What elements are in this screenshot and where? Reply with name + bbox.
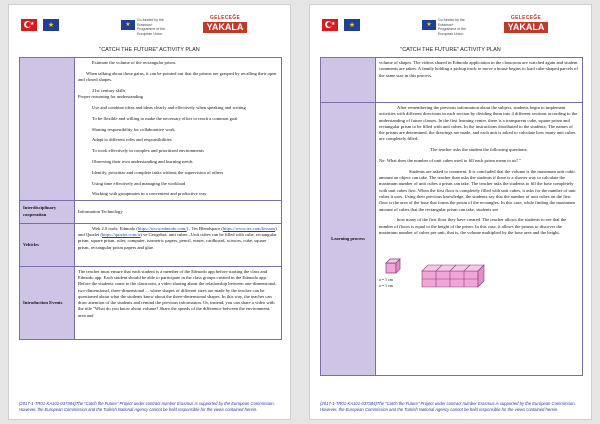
cube-diagram-icon	[382, 241, 487, 291]
label-cell-empty	[321, 58, 376, 103]
paragraph: After remembering the previous information about the subject, students begin to implement activities with different directions in each section by dividing them into 4 different sections according to the understanding of future classes. In the first learning center, there is a transparent cube, square prism and rectangular prism to be filled with unit cubes. In the instructions distributed to the students; The names of the prisms are determined, the drawings are made, and each unit is asked to calculate how many unit cubes are completely filled.	[379, 105, 578, 142]
list-item: Identify, prioritize and complete tasks without the supervision of others	[92, 169, 224, 175]
page-left	[8, 4, 291, 420]
table-row	[321, 58, 583, 103]
project-logo-top: GELECEĞE	[510, 15, 542, 21]
footer-note: (2017-1-TR01-KA101-037384)The "Catch the Future" Project under contract number Erasmus is supported by the European Commission. However, the European Commission and the Turkish National Agency cannot be held responsible for the views contained herein.	[19, 401, 275, 412]
funding-text: Co-funded by the Erasmus+ Programme of the European Union	[137, 18, 166, 36]
funding-text: Co-funded by the Erasmus+ Programme of the European Union	[438, 18, 467, 36]
erasmus-logo	[121, 18, 167, 34]
vehicles-text: Web 2.0 tools: Edmodo (	[92, 225, 138, 231]
list-item: Using time effectively and managing the workload	[92, 180, 186, 186]
introduction-label: Introduction Events	[20, 266, 75, 339]
eu-flag-icon: ★	[344, 19, 360, 31]
project-logo-bottom: YAKALA	[203, 22, 247, 33]
label-cell-empty	[20, 58, 75, 201]
list-item: Proper reasoning for understanding	[78, 94, 143, 100]
header-logos	[310, 15, 591, 39]
activity-plan-table-right	[320, 57, 583, 376]
table-row	[20, 223, 282, 266]
erasmus-logo	[422, 18, 468, 34]
tes-link[interactable]: https://www.tes.com/lessons	[222, 225, 276, 231]
table-row	[20, 200, 282, 223]
list-item: Observing their own understanding and learning needs	[92, 158, 193, 164]
introduction-cell: The teacher must ensure that each student is a member of the Edmodo app before starting the class and Edmodo app. Each student should be able to participate in the class groups created in the Edmodo app. Before the students come to the classroom, a video sharing about the relationship between one-dimensional, two-dimensional, three-dimensional… where shapes of different sizes are made by the teacher can be questioned about what the students know about the three-dimensional shapes. In this way, the teacher can draw attention of the students and remind the previous information. Or, instead, you can share a video with the title "What do you know about volume? Share the speeds of the difference between the environment, area and	[75, 266, 282, 339]
paragraph: Students are asked to comment. It is concluded that the volume is the maximum unit cubic amount an object can take. The teacher than asks the students if there is a shorter way to calculate the maximum number of unit cubes a prism can take. The teacher asks the students to fill the base completely with unit cubes first. When the first floor is completely filled with unit cubes, it asks for the number of unit cubes it uses. Using their previous knowledge, the students say that the number of unit cubes on the first floor is the area of the base that forms the prism of the rectangles. In this case, while finding the maximum amount of cubes that the rectangular prism can take, students see	[379, 168, 576, 212]
project-logo	[504, 15, 548, 37]
doc-title: "CATCH THE FUTURE" ACTIVITY PLAN	[99, 47, 200, 53]
list-item: Estimate the volume of the rectangular prism.	[92, 60, 177, 65]
list-item: Working with groupmates in a convenient and productive way	[92, 191, 207, 197]
paragraph: Ne: What does the number of unit cubes used to fill each prism mean to us? "	[379, 158, 522, 164]
continuation-cell: volume of shapes. The videos shared in Edmodo application in the classroom are watched again and student comments are taken. A family holding a pickup truck to move a house begins to load cube-shaped parcels of the same size in this process.	[376, 58, 583, 103]
list-item: Sharing responsibility for collaborative work	[92, 126, 175, 132]
list-item: 21st century skills	[92, 87, 126, 93]
table-row	[20, 58, 282, 201]
figure-label: a = 1 cm	[379, 282, 393, 288]
interdisciplinary-label: Interdisciplinary cooperation	[20, 200, 75, 223]
activity-plan-table-left	[19, 57, 282, 340]
learning-process-label: Learning process	[321, 103, 376, 376]
list-item: To be flexible and willing to make the necessary effort to reach a common goal	[92, 115, 238, 121]
eu-stars-icon: ★	[422, 20, 436, 30]
vehicles-text: ) and Quizlet (	[78, 225, 277, 237]
doc-title: "CATCH THE FUTURE" ACTIVITY PLAN	[400, 47, 501, 53]
vehicles-text: ) ve Geogebra, unit cubes , Unit cubes can be filled with cube, rectangular prism, square prism, ruler, computer, isometric papers, pencil, eraser, cardboard, scissors, cube, square prism, rectangular prism papers and glue.	[78, 231, 277, 250]
outcomes-cell	[75, 58, 282, 201]
vehicles-cell	[75, 223, 282, 266]
turkey-flag-icon: ★	[21, 19, 37, 31]
list-item: To work effectively in complex and prioritized environments	[92, 148, 204, 154]
edmodo-link[interactable]: https://www.edmodo.com/	[137, 225, 187, 231]
eu-flag-icon: ★	[43, 19, 59, 31]
project-logo	[203, 15, 247, 37]
learning-process-cell	[376, 103, 583, 376]
footer-note: (2017-1-TR01-KA101-037384)The "Catch the Future" Project under contract number Erasmus is supported by the European Commission. However, the European Commission and the Turkish National Agency cannot be held responsible for the views contained herein.	[320, 401, 576, 412]
list-item: Use and combine ideas and ideas clearly and effectively when speaking and writing	[92, 104, 246, 110]
prism-figure	[379, 241, 579, 299]
table-row	[20, 266, 282, 339]
vehicles-text: ) , Tes Blendspace (	[186, 225, 223, 231]
quizlet-link[interactable]: https://quizlet.com/tr	[101, 231, 141, 237]
project-logo-top: GELECEĞE	[209, 15, 241, 21]
paragraph: The teacher asks the student the following questions;	[430, 147, 528, 153]
page-right	[309, 4, 592, 420]
list-item: Adapt to different roles and responsibilities	[92, 137, 172, 143]
vehicles-label: Vehicles	[20, 223, 75, 266]
turkey-flag-icon: ★	[322, 19, 338, 31]
interdisciplinary-value: Information Technology	[75, 200, 282, 223]
project-logo-bottom: YAKALA	[504, 22, 548, 33]
figure-label: a = 1 cm	[379, 276, 393, 282]
header-logos	[9, 15, 290, 39]
paragraph: how many of the first floor they have created. The teacher allows the students to see that the number of floors is equal to the height of the prism. In this case, it allows the prisms to discover the maximum number of cubes per unit, that is, the volume multiplied by the base area and the height.	[379, 217, 567, 236]
eu-stars-icon: ★	[121, 20, 135, 30]
list-item: When talking about these gains, it can be pointed out that the prisms are grasped by recalling their open and closed shapes.	[78, 70, 277, 83]
table-row	[321, 103, 583, 376]
